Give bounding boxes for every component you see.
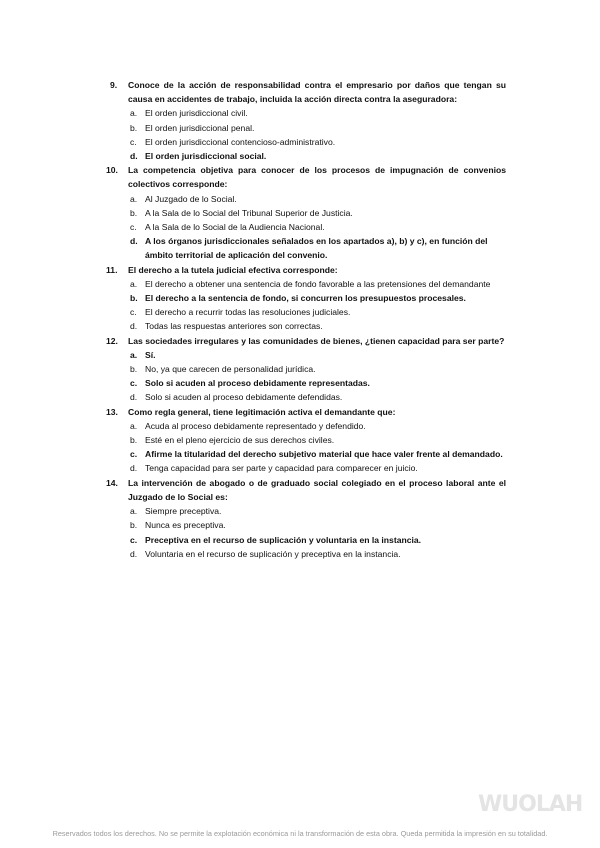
- option-11a: a. El derecho a obtener una sentencia de fondo favorable a las pretensiones del demandante: [130, 278, 491, 289]
- option-11b: b. El derecho a la sentencia de fondo, si concurren los presupuestos procesales.: [130, 293, 466, 304]
- question-number: 13.: [106, 406, 118, 417]
- option-10b: b. A la Sala de lo Social del Tribunal Superior de Justicia.: [130, 207, 353, 218]
- option-13c: c. Afirme la titularidad del derecho subjetivo material que hace valer frente al demandado.: [130, 449, 503, 460]
- question-text: La competencia objetiva para conocer de los procesos de impugnación de convenios colectivos corresponde:: [128, 165, 506, 190]
- question-text: Como regla general, tiene legitimación activa el demandante que:: [128, 406, 396, 417]
- option-10c: c. A la Sala de lo Social de la Audiencia Nacional.: [130, 222, 325, 233]
- question-text: Las sociedades irregulares y las comunidades de bienes, ¿tienen capacidad para ser parte?: [128, 335, 505, 346]
- question-14: [106, 476, 506, 504]
- option-13b: b. Esté en el pleno ejercicio de sus derechos civiles.: [130, 435, 335, 446]
- option-14b: b. Nunca es preceptiva.: [130, 520, 226, 531]
- option-11c: c. El derecho a recurrir todas las resoluciones judiciales.: [130, 307, 351, 318]
- option-14c: c. Preceptiva en el recurso de suplicación y voluntaria en la instancia.: [130, 534, 422, 545]
- option-9b: b. El orden jurisdiccional penal.: [130, 122, 255, 133]
- option-10a: a. Al Juzgado de lo Social.: [130, 193, 237, 204]
- option-9c: c. El orden jurisdiccional contencioso-administrativo.: [130, 136, 336, 147]
- copyright-footer: Reservados todos los derechos. No se permite la explotación económica ni la transformación de esta obra. Queda permitida la impresión en su totalidad.: [52, 829, 548, 838]
- question-10: [106, 163, 506, 191]
- wuolah-logo: WUOLAH: [478, 792, 583, 817]
- question-9: [110, 78, 506, 106]
- question-text: La intervención de abogado o de graduado social colegiado en el proceso laboral ante el Juzgado de lo Social es:: [128, 477, 506, 502]
- option-12c: c. Solo si acuden al proceso debidamente representadas.: [130, 378, 370, 389]
- option-14a: a. Siempre preceptiva.: [130, 506, 222, 517]
- question-number: 11.: [106, 264, 118, 275]
- question-number: 14.: [106, 477, 118, 488]
- option-13a: a. Acuda al proceso debidamente representado y defendido.: [130, 420, 366, 431]
- option-12a: a. Sí.: [130, 349, 156, 360]
- question-12: [106, 334, 506, 348]
- question-text: Conoce de la acción de responsabilidad contra el empresario por daños que tengan su causa en accidentes de trabajo, incluida la acción directa contra la aseguradora:: [128, 80, 506, 105]
- question-number: 12.: [106, 335, 118, 346]
- question-list: [106, 78, 506, 561]
- option-9d: d. El orden jurisdiccional social.: [130, 151, 267, 162]
- option-12b: b. No, ya que carecen de personalidad jurídica.: [130, 364, 316, 375]
- question-number: 9.: [110, 80, 118, 90]
- option-10d: d. A los órganos jurisdiccionales señalados en los apartados a), b) y c), en función del ámbito territorial de aplicación del convenio.: [130, 236, 488, 261]
- option-13d: d. Tenga capacidad para ser parte y capacidad para comparecer en juicio.: [130, 463, 418, 474]
- option-9a: a. El orden jurisdiccional civil.: [130, 108, 248, 119]
- question-number: 10.: [106, 165, 118, 176]
- option-14d: d. Voluntaria en el recurso de suplicación y preceptiva en la instancia.: [130, 548, 401, 559]
- question-11: [106, 263, 506, 277]
- question-13: [106, 405, 506, 419]
- option-11d: d. Todas las respuestas anteriores son correctas.: [130, 321, 323, 332]
- option-12d: d. Solo si acuden al proceso debidamente defendidas.: [130, 392, 343, 403]
- question-text: El derecho a la tutela judicial efectiva corresponde:: [128, 264, 338, 275]
